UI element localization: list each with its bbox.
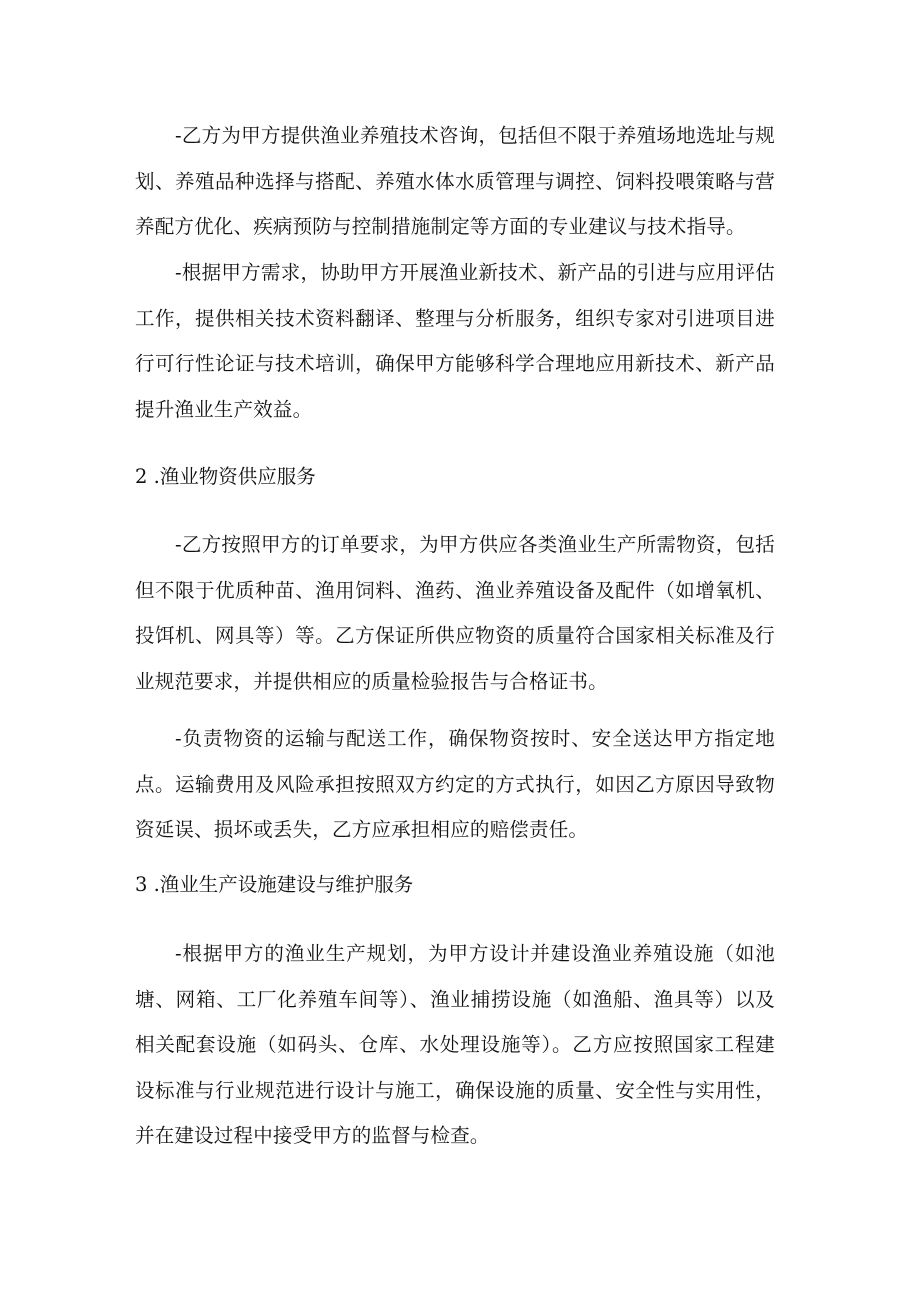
- section-heading-material-supply: 2 .渔业物资供应服务: [135, 465, 316, 488]
- paragraph-material-supply: -乙方按照甲方的订单要求，为甲方供应各类渔业生产所需物资，包括但不限于优质种苗、渔用饲料、渔药、渔业养殖设备及配件（如增氧机、投饵机、网具等）等。乙方保证所供应物资的质量符合国家相关标准及行业规范要求，并提供相应的质量检验报告与合格证书。: [135, 533, 775, 693]
- paragraph-technical-consulting: -乙方为甲方提供渔业养殖技术咨询，包括但不限于养殖场地选址与规划、养殖品种选择与搭配、养殖水体水质管理与调控、饲料投喂策略与营养配方优化、疾病预防与控制措施制定等方面的专业建议与技术指导。: [135, 124, 775, 238]
- paragraph-facility-construction: -根据甲方的渔业生产规划，为甲方设计并建设渔业养殖设施（如池塘、网箱、工厂化养殖车间等）、渔业捕捞设施（如渔船、渔具等）以及相关配套设施（如码头、仓库、水处理设施等）。乙方应按照国家工程建设标准与行业规范进行设计与施工，确保设施的质量、安全性与实用性，并在建设过程中接受甲方的监督与检查。: [135, 942, 775, 1147]
- paragraph-new-technology-introduction: -根据甲方需求，协助甲方开展渔业新技术、新产品的引进与应用评估工作，提供相关技术资料翻译、整理与分析服务，组织专家对引进项目进行可行性论证与技术培训，确保甲方能够科学合理地应用新技术、新产品提升渔业生产效益。: [135, 261, 775, 421]
- section-heading-facility-construction: 3 .渔业生产设施建设与维护服务: [135, 873, 414, 896]
- paragraph-transport-delivery: -负责物资的运输与配送工作，确保物资按时、安全送达甲方指定地点。运输费用及风险承担按照双方约定的方式执行，如因乙方原因导致物资延误、损坏或丢失，乙方应承担相应的赔偿责任。: [135, 727, 775, 841]
